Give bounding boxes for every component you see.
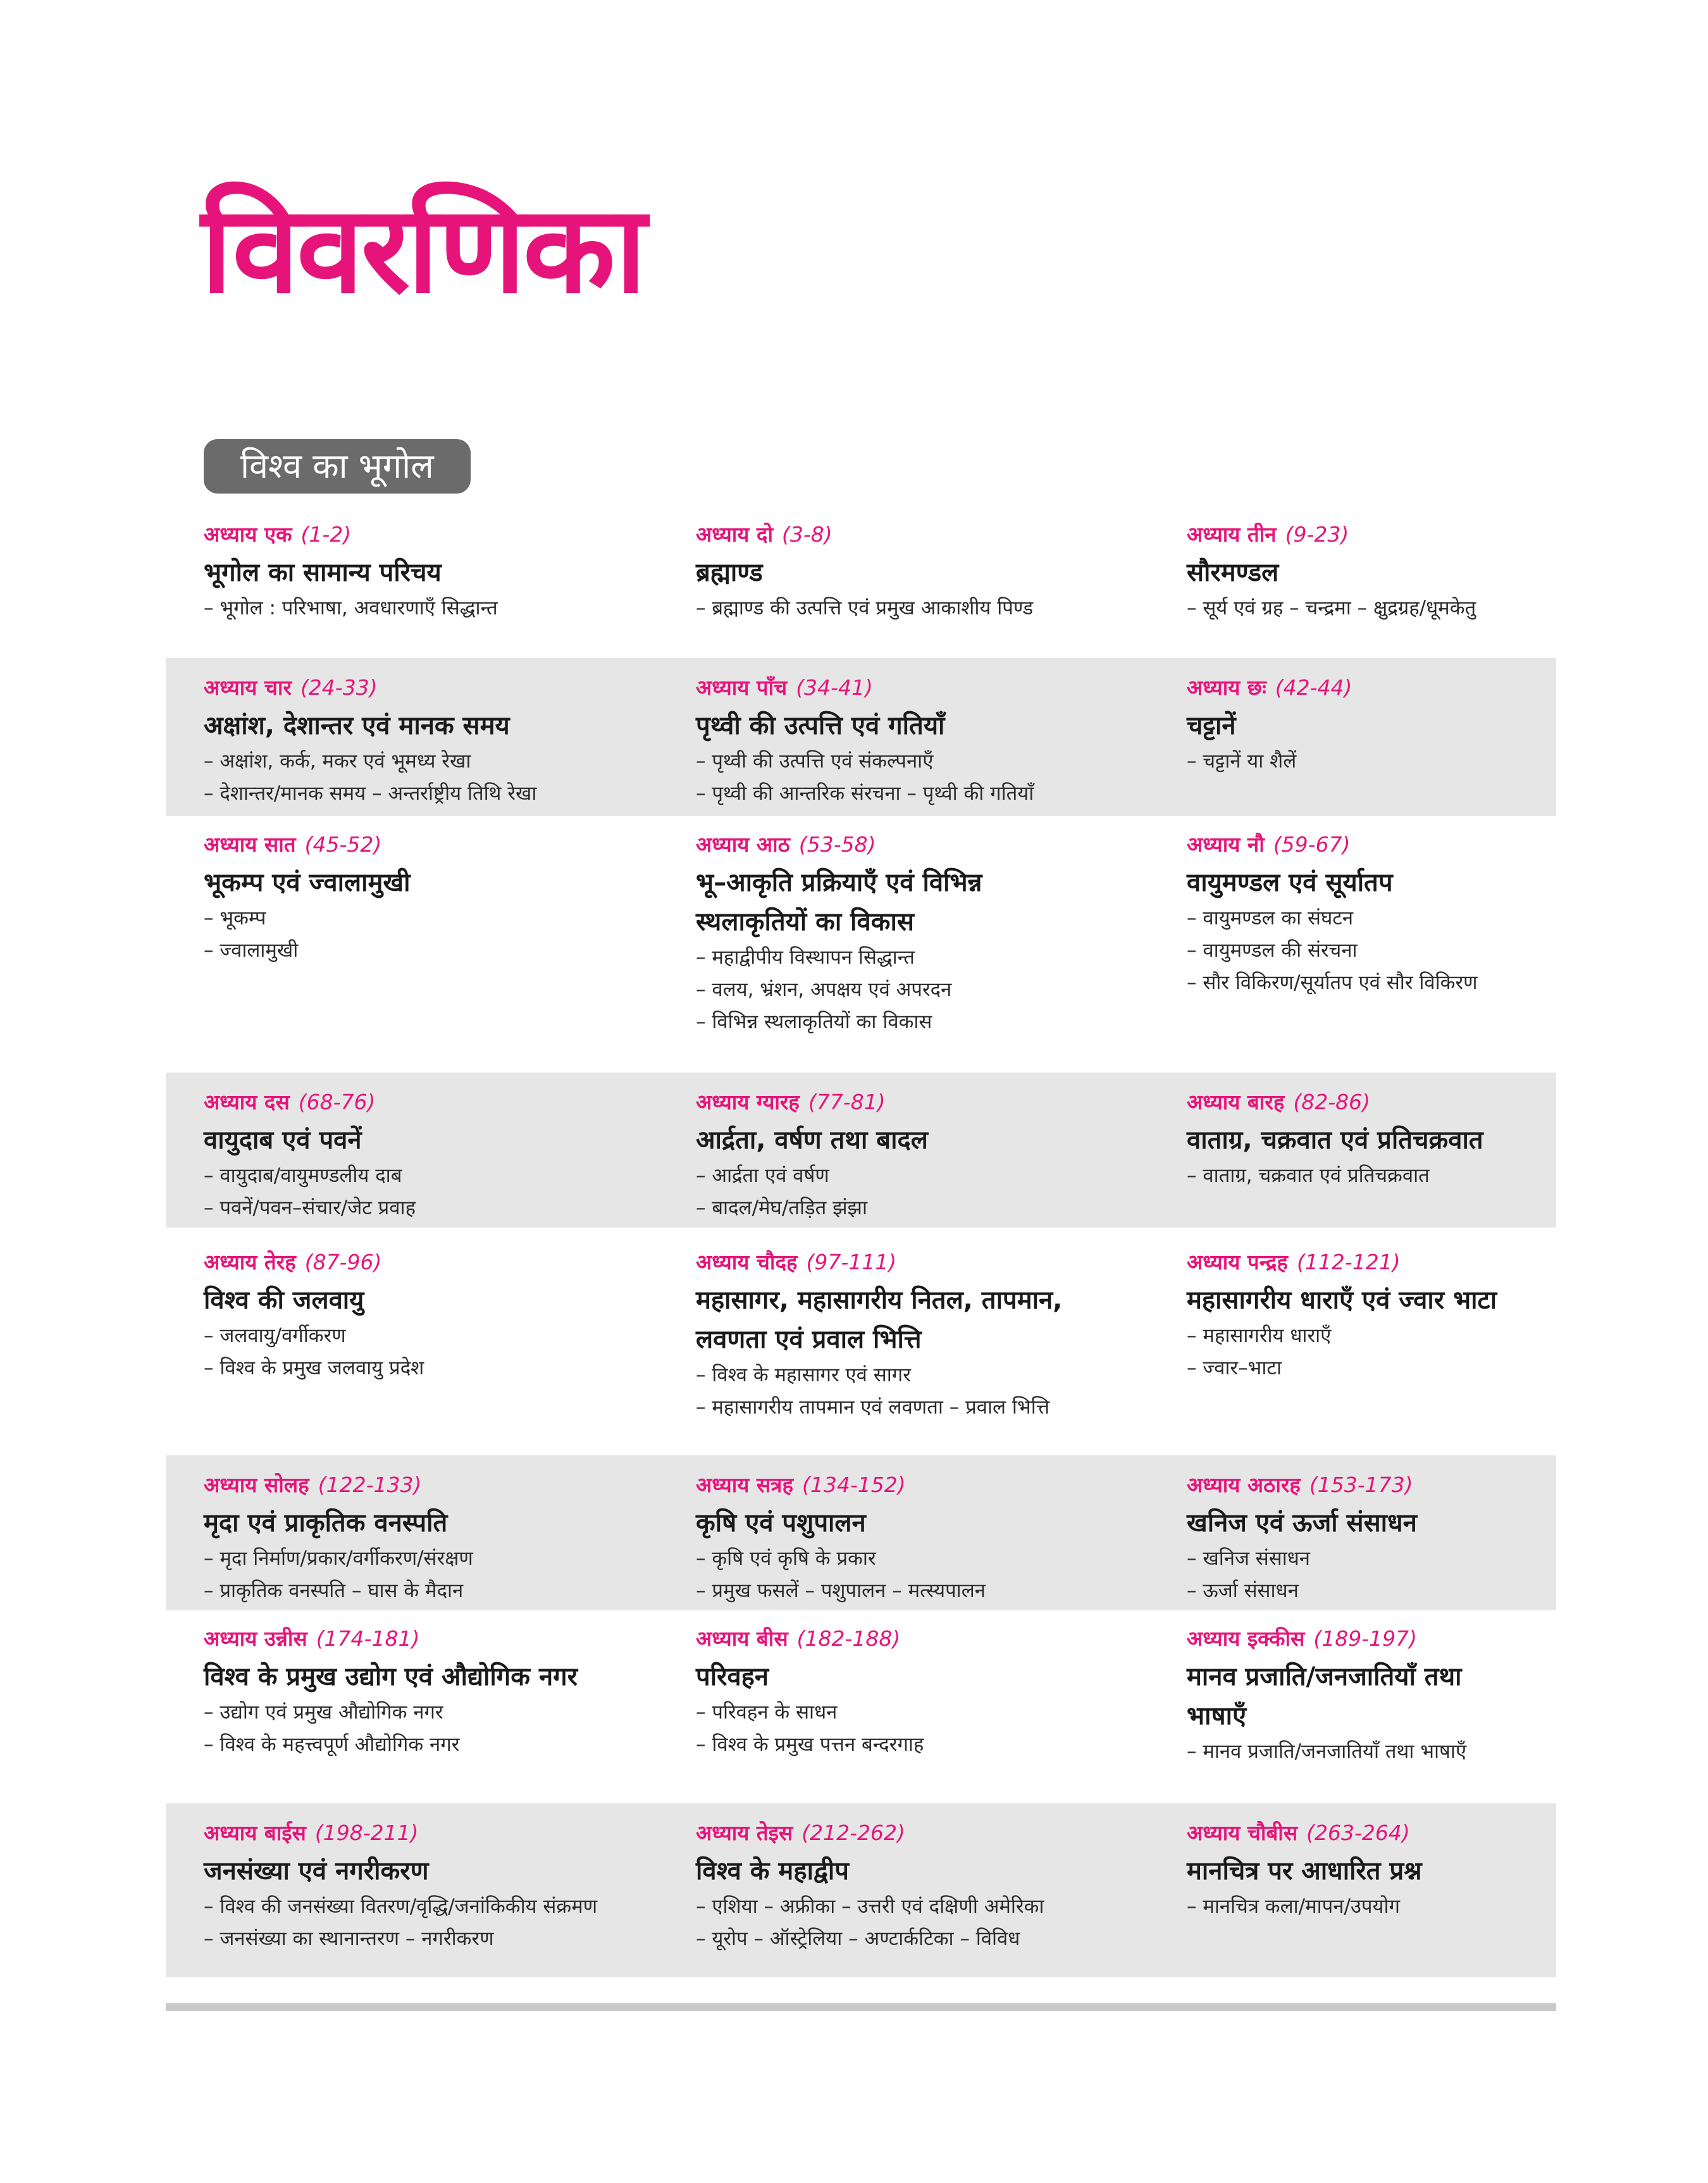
chapter-entry (204, 1623, 578, 1761)
topic-item: – जलवायु/वर्गीकरण (204, 1324, 346, 1347)
topic-item: – भूकम्प (204, 907, 266, 930)
chapter-number: अध्याय दो (696, 522, 774, 547)
chapter-row (166, 519, 1556, 664)
chapter-row (166, 829, 1556, 1033)
chapter-title: भूगोल का सामान्य परिचय (204, 558, 442, 587)
topic-item: – देशान्तर/मानक समय – अन्तर्राष्ट्रीय तिथि रेखा (204, 782, 537, 805)
chapter-pages: (53-58) (798, 832, 876, 857)
chapter-number: अध्याय इक्कीस (1187, 1626, 1305, 1651)
chapter-pages: (112-121) (1296, 1250, 1401, 1274)
chapter-title: स्थलाकृतियों का विकास (696, 907, 914, 936)
topic-item: – विश्व के महासागर एवं सागर (696, 1364, 911, 1386)
chapter-number: अध्याय एक (204, 522, 292, 547)
chapter-entry (204, 1086, 416, 1224)
chapter-entry (1187, 1817, 1422, 1923)
chapter-label (696, 672, 1034, 704)
topic-item: – कृषि एवं कृषि के प्रकार (696, 1547, 876, 1570)
chapter-entry (696, 1817, 1044, 1955)
chapter-pages: (42-44) (1275, 675, 1352, 700)
topic-item: – जनसंख्या का स्थानान्तरण – नगरीकरण (204, 1927, 494, 1950)
chapter-number: अध्याय चार (204, 675, 292, 700)
topic-item: – सौर विकिरण/सूर्यातप एवं सौर विकिरण (1187, 971, 1478, 994)
chapter-number: अध्याय छः (1187, 675, 1266, 700)
chapter-pages: (1-2) (300, 522, 352, 547)
chapter-row (166, 1073, 1556, 1228)
chapter-label (204, 519, 498, 550)
chapter-title: चट्टानें (1187, 711, 1236, 740)
chapter-pages: (45-52) (304, 832, 382, 857)
chapter-row (166, 658, 1556, 816)
chapter-title: कृषि एवं पशुपालन (696, 1508, 866, 1538)
topic-item: – यूरोप – ऑस्ट्रेलिया – अण्टार्कटिका – विविध (696, 1927, 1020, 1950)
topic-item: – वाताग्र, चक्रवात एवं प्रतिचक्रवात (1187, 1164, 1430, 1187)
chapter-entry (696, 1623, 924, 1761)
chapter-pages: (82-86) (1293, 1090, 1370, 1114)
topic-item: – बादल/मेघ/तड़ित झंझा (696, 1197, 868, 1219)
chapter-entry (696, 1469, 986, 1607)
topic-item: – विश्व के महत्त्वपूर्ण औद्योगिक नगर (204, 1733, 460, 1756)
topic-item: – अक्षांश, कर्क, मकर एवं भूमध्य रेखा (204, 750, 471, 773)
chapter-number: अध्याय तेइस (696, 1820, 793, 1845)
chapter-number: अध्याय सत्रह (696, 1472, 793, 1497)
chapter-number: अध्याय बाईस (204, 1820, 306, 1845)
chapter-pages: (182-188) (796, 1626, 901, 1651)
chapter-pages: (174-181) (316, 1626, 420, 1651)
topic-item: – विश्व के प्रमुख जलवायु प्रदेश (204, 1357, 424, 1379)
chapter-pages: (87-96) (304, 1250, 382, 1274)
chapter-title: भू–आकृति प्रक्रियाएँ एवं विभिन्न (696, 868, 982, 897)
chapter-title: भाषाएँ (1187, 1701, 1247, 1731)
chapter-label (204, 672, 536, 704)
chapter-pages: (24-33) (300, 675, 378, 700)
topic-item: – मानचित्र कला/मापन/उपयोग (1187, 1895, 1400, 1918)
topic-item: – मानव प्रजाति/जनजातियाँ तथा भाषाएँ (1187, 1740, 1467, 1763)
chapter-title: ब्रह्माण्ड (696, 558, 763, 587)
chapter-number: अध्याय तीन (1187, 522, 1277, 547)
chapter-title: विश्व के महाद्वीप (696, 1856, 850, 1886)
chapter-entry (1187, 1469, 1417, 1607)
chapter-title: अक्षांश, देशान्तर एवं मानक समय (204, 711, 510, 740)
chapter-entry (1187, 1247, 1497, 1384)
chapter-label (204, 1817, 597, 1849)
topic-item: – पवनें/पवन–संचार/जेट प्रवाह (204, 1197, 416, 1219)
topic-item: – ऊर्जा संसाधन (1187, 1579, 1299, 1602)
topic-item: – मृदा निर्माण/प्रकार/वर्गीकरण/संरक्षण (204, 1547, 473, 1570)
bottom-rule (166, 2003, 1556, 2011)
chapter-row (166, 1247, 1556, 1419)
chapter-title: वाताग्र, चक्रवात एवं प्रतिचक्रवात (1187, 1126, 1483, 1155)
chapter-label (1187, 1086, 1483, 1118)
chapter-label (696, 829, 982, 861)
chapter-number: अध्याय आठ (696, 832, 790, 857)
topic-item: – प्रमुख फसलें – पशुपालन – मत्स्यपालन (696, 1579, 986, 1602)
chapter-title: परिवहन (696, 1662, 769, 1691)
chapter-entry (696, 519, 1033, 625)
chapter-row (166, 1803, 1556, 1977)
chapter-pages: (68-76) (298, 1090, 376, 1114)
chapter-label (696, 519, 1033, 550)
chapter-entry (204, 672, 536, 810)
topic-item: – एशिया – अफ्रीका – उत्तरी एवं दक्षिणी अमेरिका (696, 1895, 1044, 1918)
chapter-title: वायुमण्डल एवं सूर्यातप (1187, 868, 1393, 897)
chapter-entry (696, 1247, 1062, 1424)
chapter-number: अध्याय बारह (1187, 1090, 1285, 1114)
chapter-entry (1187, 672, 1352, 778)
chapter-label (1187, 519, 1476, 550)
chapter-pages: (122-133) (318, 1472, 422, 1497)
chapter-title: महासागरीय धाराएँ एवं ज्वार भाटा (1187, 1286, 1497, 1315)
chapter-label (204, 1623, 578, 1655)
topic-item: – परिवहन के साधन (696, 1701, 838, 1724)
chapter-label (204, 829, 411, 861)
page-title: विवरणिका (201, 180, 644, 320)
topic-item: – पृथ्वी की उत्पत्ति एवं संकल्पनाएँ (696, 750, 934, 773)
topic-item: – खनिज संसाधन (1187, 1547, 1311, 1570)
chapter-number: अध्याय चौदह (696, 1250, 798, 1274)
topic-item: – उद्योग एवं प्रमुख औद्योगिक नगर (204, 1701, 443, 1724)
chapter-number: अध्याय बीस (696, 1626, 788, 1651)
chapter-pages: (3-8) (782, 522, 832, 547)
chapter-number: अध्याय सात (204, 832, 296, 857)
chapter-title: महासागर, महासागरीय नितल, तापमान, (696, 1286, 1063, 1315)
chapter-title: पृथ्वी की उत्पत्ति एवं गतियाँ (696, 711, 945, 740)
topic-item: – ज्वालामुखी (204, 939, 299, 962)
topic-item: – आर्द्रता एवं वर्षण (696, 1164, 829, 1187)
topic-item: – महासागरीय तापमान एवं लवणता – प्रवाल भित्ति (696, 1396, 1050, 1419)
topic-item: – सूर्य एवं ग्रह – चन्द्रमा – क्षुद्रग्रह/धूमकेतु (1187, 597, 1476, 619)
chapter-title: मानचित्र पर आधारित प्रश्न (1187, 1856, 1422, 1886)
chapter-number: अध्याय दस (204, 1090, 290, 1114)
chapter-label (1187, 1469, 1417, 1501)
chapter-title: जनसंख्या एवं नगरीकरण (204, 1856, 429, 1886)
chapter-pages: (77-81) (808, 1090, 886, 1114)
chapter-pages: (97-111) (806, 1250, 897, 1274)
chapter-pages: (134-152) (801, 1472, 906, 1497)
chapter-number: अध्याय पाँच (696, 675, 788, 700)
topic-item: – भूगोल : परिभाषा, अवधारणाएँ सिद्धान्त (204, 597, 498, 619)
chapter-entry (204, 829, 411, 967)
chapter-title: भूकम्प एवं ज्वालामुखी (204, 868, 411, 897)
topic-item: – वलय, भ्रंशन, अपक्षय एवं अपरदन (696, 978, 952, 1001)
chapter-label (1187, 1247, 1497, 1278)
topic-item: – वायुमण्डल की संरचना (1187, 939, 1358, 962)
topic-item: – ब्रह्माण्ड की उत्पत्ति एवं प्रमुख आकाशीय पिण्ड (696, 597, 1034, 619)
chapter-number: अध्याय नौ (1187, 832, 1265, 857)
chapter-number: अध्याय तेरह (204, 1250, 296, 1274)
chapter-number: अध्याय सोलह (204, 1472, 309, 1497)
chapter-number: अध्याय ग्यारह (696, 1090, 800, 1114)
chapter-pages: (212-262) (801, 1820, 905, 1845)
chapter-title: लवणता एवं प्रवाल भित्ति (696, 1325, 922, 1354)
topic-item: – चट्टानें या शैलें (1187, 750, 1297, 773)
topic-item: – विश्व की जनसंख्या वितरण/वृद्धि/जनांकिकीय संक्रमण (204, 1895, 598, 1918)
chapter-entry (1187, 1086, 1483, 1192)
chapter-entry (696, 1086, 928, 1224)
topic-item: – वायुदाब/वायुमण्डलीय दाब (204, 1164, 402, 1187)
topic-item: – महाद्वीपीय विस्थापन सिद्धान्त (696, 946, 915, 969)
chapter-label (204, 1086, 416, 1118)
chapter-entry (204, 1469, 473, 1607)
chapter-pages: (34-41) (796, 675, 873, 700)
topic-item: – विभिन्न स्थलाकृतियों का विकास (696, 1011, 932, 1033)
chapter-pages: (198-211) (314, 1820, 419, 1845)
chapter-entry (1187, 519, 1476, 625)
chapter-entry (204, 519, 498, 625)
chapter-pages: (189-197) (1313, 1626, 1417, 1651)
chapter-title: विश्व की जलवायु (204, 1286, 364, 1315)
chapter-number: अध्याय चौबीस (1187, 1820, 1298, 1845)
chapter-pages: (59-67) (1273, 832, 1351, 857)
chapter-entry (204, 1247, 424, 1384)
chapter-entry (1187, 829, 1478, 999)
topic-item: – महासागरीय धाराएँ (1187, 1324, 1332, 1347)
topic-item: – ज्वार–भाटा (1187, 1357, 1282, 1379)
chapter-label (1187, 829, 1478, 861)
chapter-entry (1187, 1623, 1466, 1768)
chapter-label (204, 1247, 424, 1278)
topic-item: – पृथ्वी की आन्तरिक संरचना – पृथ्वी की गतियाँ (696, 782, 1034, 805)
chapter-label (204, 1469, 473, 1501)
chapter-title: मृदा एवं प्राकृतिक वनस्पति (204, 1508, 448, 1538)
chapter-entry (696, 829, 982, 1038)
chapter-pages: (263-264) (1306, 1820, 1410, 1845)
chapter-row (166, 1455, 1556, 1610)
chapter-title: विश्व के प्रमुख उद्योग एवं औद्योगिक नगर (204, 1662, 578, 1691)
chapter-number: अध्याय पन्द्रह (1187, 1250, 1288, 1274)
chapter-label (696, 1086, 928, 1118)
chapter-label (696, 1247, 1062, 1278)
chapter-title: खनिज एवं ऊर्जा संसाधन (1187, 1508, 1417, 1538)
topic-item: – वायुमण्डल का संघटन (1187, 907, 1354, 930)
chapter-title: आर्द्रता, वर्षण तथा बादल (696, 1126, 928, 1155)
topic-item: – विश्व के प्रमुख पत्तन बन्दरगाह (696, 1733, 924, 1756)
chapter-label (1187, 672, 1352, 704)
chapter-pages: (153-173) (1309, 1472, 1413, 1497)
section-badge: विश्व का भूगोल (204, 439, 471, 494)
chapter-number: अध्याय अठारह (1187, 1472, 1301, 1497)
chapter-pages: (9-23) (1285, 522, 1349, 547)
chapter-row (166, 1623, 1556, 1769)
chapter-entry (696, 672, 1034, 810)
chapter-label (696, 1469, 986, 1501)
chapter-title: सौरमण्डल (1187, 558, 1279, 587)
chapter-label (696, 1623, 924, 1655)
chapter-number: अध्याय उन्नीस (204, 1626, 307, 1651)
chapter-title: वायुदाब एवं पवनें (204, 1126, 362, 1155)
chapter-label (1187, 1623, 1466, 1655)
topic-item: – प्राकृतिक वनस्पति – घास के मैदान (204, 1579, 464, 1602)
chapter-entry (204, 1817, 597, 1955)
chapter-title: मानव प्रजाति/जनजातियाँ तथा (1187, 1662, 1462, 1691)
chapter-label (1187, 1817, 1422, 1849)
chapter-label (696, 1817, 1044, 1849)
